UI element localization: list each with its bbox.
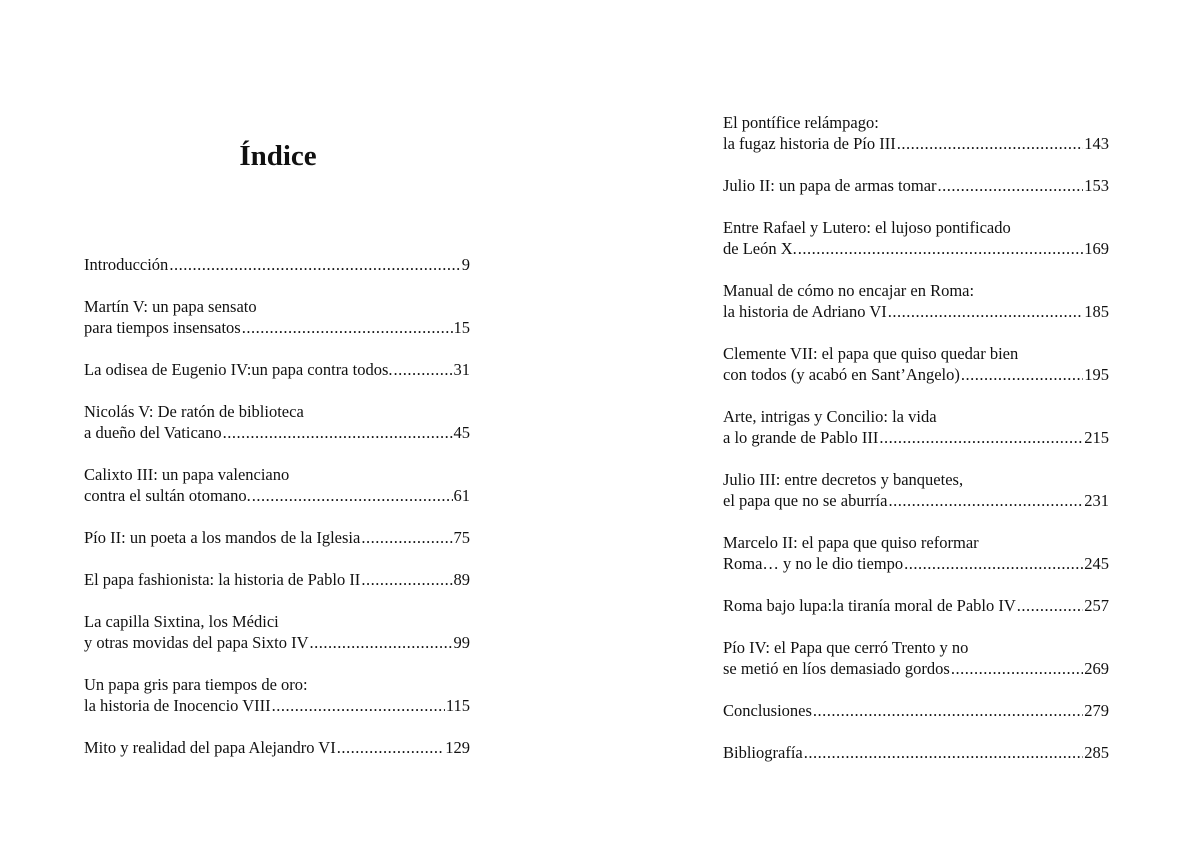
dot-leader — [361, 527, 452, 548]
toc-entry — [84, 254, 470, 275]
toc-entry — [723, 406, 1109, 448]
toc-page-number: 269 — [1084, 659, 1109, 678]
toc-entry — [723, 532, 1109, 574]
toc-page-number: 9 — [461, 255, 470, 274]
toc-entry-title: El papa fashionista: la historia de Pablo II — [84, 570, 361, 589]
toc-entry — [84, 464, 470, 506]
toc-entry-title: Conclusiones — [723, 701, 812, 720]
dot-leader — [961, 364, 1083, 385]
toc-entry-title: Roma… y no le dio tiempo — [723, 554, 904, 573]
toc-page-number: 75 — [453, 528, 470, 547]
toc-entry-title-line1: Manual de cómo no encajar en Roma: — [723, 281, 975, 300]
dot-leader — [804, 742, 1084, 763]
toc-entry-title-line1: Nicolás V: De ratón de biblioteca — [84, 402, 304, 421]
dot-leader — [169, 254, 460, 275]
dot-leader — [1017, 595, 1083, 616]
toc-entry — [723, 637, 1109, 679]
dot-leader — [394, 359, 453, 380]
toc-entry — [723, 280, 1109, 322]
toc-entry — [84, 296, 470, 338]
toc-entry — [84, 737, 470, 758]
toc-page-number: 169 — [1084, 239, 1109, 258]
dot-leader — [798, 238, 1083, 259]
toc-entry — [723, 343, 1109, 385]
toc-list-left — [84, 254, 470, 779]
toc-list-right — [723, 112, 1109, 784]
toc-page-number: 153 — [1084, 176, 1109, 195]
toc-entry — [723, 112, 1109, 154]
dot-leader — [879, 427, 1083, 448]
toc-page-number: 15 — [453, 318, 470, 337]
toc-page-number: 185 — [1084, 302, 1109, 321]
toc-entry-title-line1: Pío IV: el Papa que cerró Trento y no — [723, 638, 969, 657]
toc-entry-title-line1: La capilla Sixtina, los Médici — [84, 612, 279, 631]
dot-leader — [888, 490, 1083, 511]
toc-entry-title: para tiempos insensatos — [84, 318, 241, 337]
toc-entry — [723, 595, 1109, 616]
toc-entry-title-line1: Marcelo II: el papa que quiso reformar — [723, 533, 979, 552]
index-title: Índice — [239, 140, 317, 172]
toc-entry-title: Bibliografía — [723, 743, 803, 762]
dot-leader — [938, 175, 1084, 196]
toc-page-number: 89 — [453, 570, 470, 589]
dot-leader — [813, 700, 1083, 721]
toc-entry — [84, 674, 470, 716]
toc-entry-title: con todos (y acabó en Sant’Angelo) — [723, 365, 960, 384]
toc-entry — [84, 527, 470, 548]
dot-leader — [310, 632, 453, 653]
toc-page-number: 215 — [1084, 428, 1109, 447]
toc-entry — [84, 359, 470, 380]
toc-entry-title: el papa que no se aburría — [723, 491, 888, 510]
toc-entry-title: se metió en líos demasiado gordos — [723, 659, 950, 678]
toc-page-number: 61 — [453, 486, 470, 505]
toc-entry-title-line1: Calixto III: un papa valenciano — [84, 465, 290, 484]
dot-leader — [337, 737, 445, 758]
toc-entry-title-line1: El pontífice relámpago: — [723, 113, 879, 132]
dot-leader — [897, 133, 1084, 154]
toc-entry — [84, 401, 470, 443]
toc-entry-title: la historia de Inocencio VIII — [84, 696, 271, 715]
dot-leader — [242, 317, 453, 338]
toc-entry-title-line1: Martín V: un papa sensato — [84, 297, 257, 316]
dot-leader — [361, 569, 452, 590]
toc-entry — [84, 569, 470, 590]
right-page — [600, 0, 1200, 858]
toc-page-number: 231 — [1084, 491, 1109, 510]
toc-entry — [723, 175, 1109, 196]
toc-entry-title-line1: Julio III: entre decretos y banquetes, — [723, 470, 964, 489]
toc-page-number: 285 — [1084, 743, 1109, 762]
toc-page-number: 143 — [1084, 134, 1109, 153]
toc-entry-title-line1: Un papa gris para tiempos de oro: — [84, 675, 308, 694]
toc-entry-title: la fugaz historia de Pío III — [723, 134, 896, 153]
toc-entry — [723, 469, 1109, 511]
toc-entry-title: Mito y realidad del papa Alejandro VI — [84, 738, 336, 757]
toc-entry — [723, 217, 1109, 259]
dot-leader — [272, 695, 445, 716]
toc-entry-title: Roma bajo lupa:la tiranía moral de Pablo IV — [723, 596, 1016, 615]
toc-entry-title: Julio II: un papa de armas tomar — [723, 176, 937, 195]
toc-page-number: 129 — [445, 738, 470, 757]
toc-page-number: 245 — [1084, 554, 1109, 573]
toc-page-number: 195 — [1084, 365, 1109, 384]
toc-entry-title: a lo grande de Pablo III — [723, 428, 879, 447]
toc-entry-title: contra el sultán otomano. — [84, 486, 251, 505]
toc-entry-title: y otras movidas del papa Sixto IV — [84, 633, 309, 652]
toc-entry — [723, 700, 1109, 721]
toc-entry-title-line1: Entre Rafael y Lutero: el lujoso pontificado — [723, 218, 1011, 237]
toc-page-number: 115 — [445, 696, 470, 715]
toc-entry — [84, 611, 470, 653]
toc-entry-title: Introducción — [84, 255, 169, 274]
dot-leader — [223, 422, 453, 443]
toc-entry-title: de León X. — [723, 239, 797, 258]
dot-leader — [252, 485, 453, 506]
toc-page-number: 45 — [453, 423, 470, 442]
toc-entry-title: a dueño del Vaticano — [84, 423, 222, 442]
toc-entry-title: la historia de Adriano VI — [723, 302, 887, 321]
toc-entry-title: La odisea de Eugenio IV:un papa contra todos. — [84, 360, 393, 379]
toc-entry-title-line1: Arte, intrigas y Concilio: la vida — [723, 407, 937, 426]
dot-leader — [951, 658, 1083, 679]
toc-entry-title-line1: Clemente VII: el papa que quiso quedar bien — [723, 344, 1019, 363]
toc-entry-title: Pío II: un poeta a los mandos de la Iglesia — [84, 528, 361, 547]
toc-entry — [723, 742, 1109, 763]
toc-page-number: 257 — [1084, 596, 1109, 615]
dot-leader — [904, 553, 1083, 574]
toc-page-number: 31 — [453, 360, 470, 379]
toc-page-number: 99 — [453, 633, 470, 652]
toc-page-number: 279 — [1084, 701, 1109, 720]
dot-leader — [888, 301, 1084, 322]
